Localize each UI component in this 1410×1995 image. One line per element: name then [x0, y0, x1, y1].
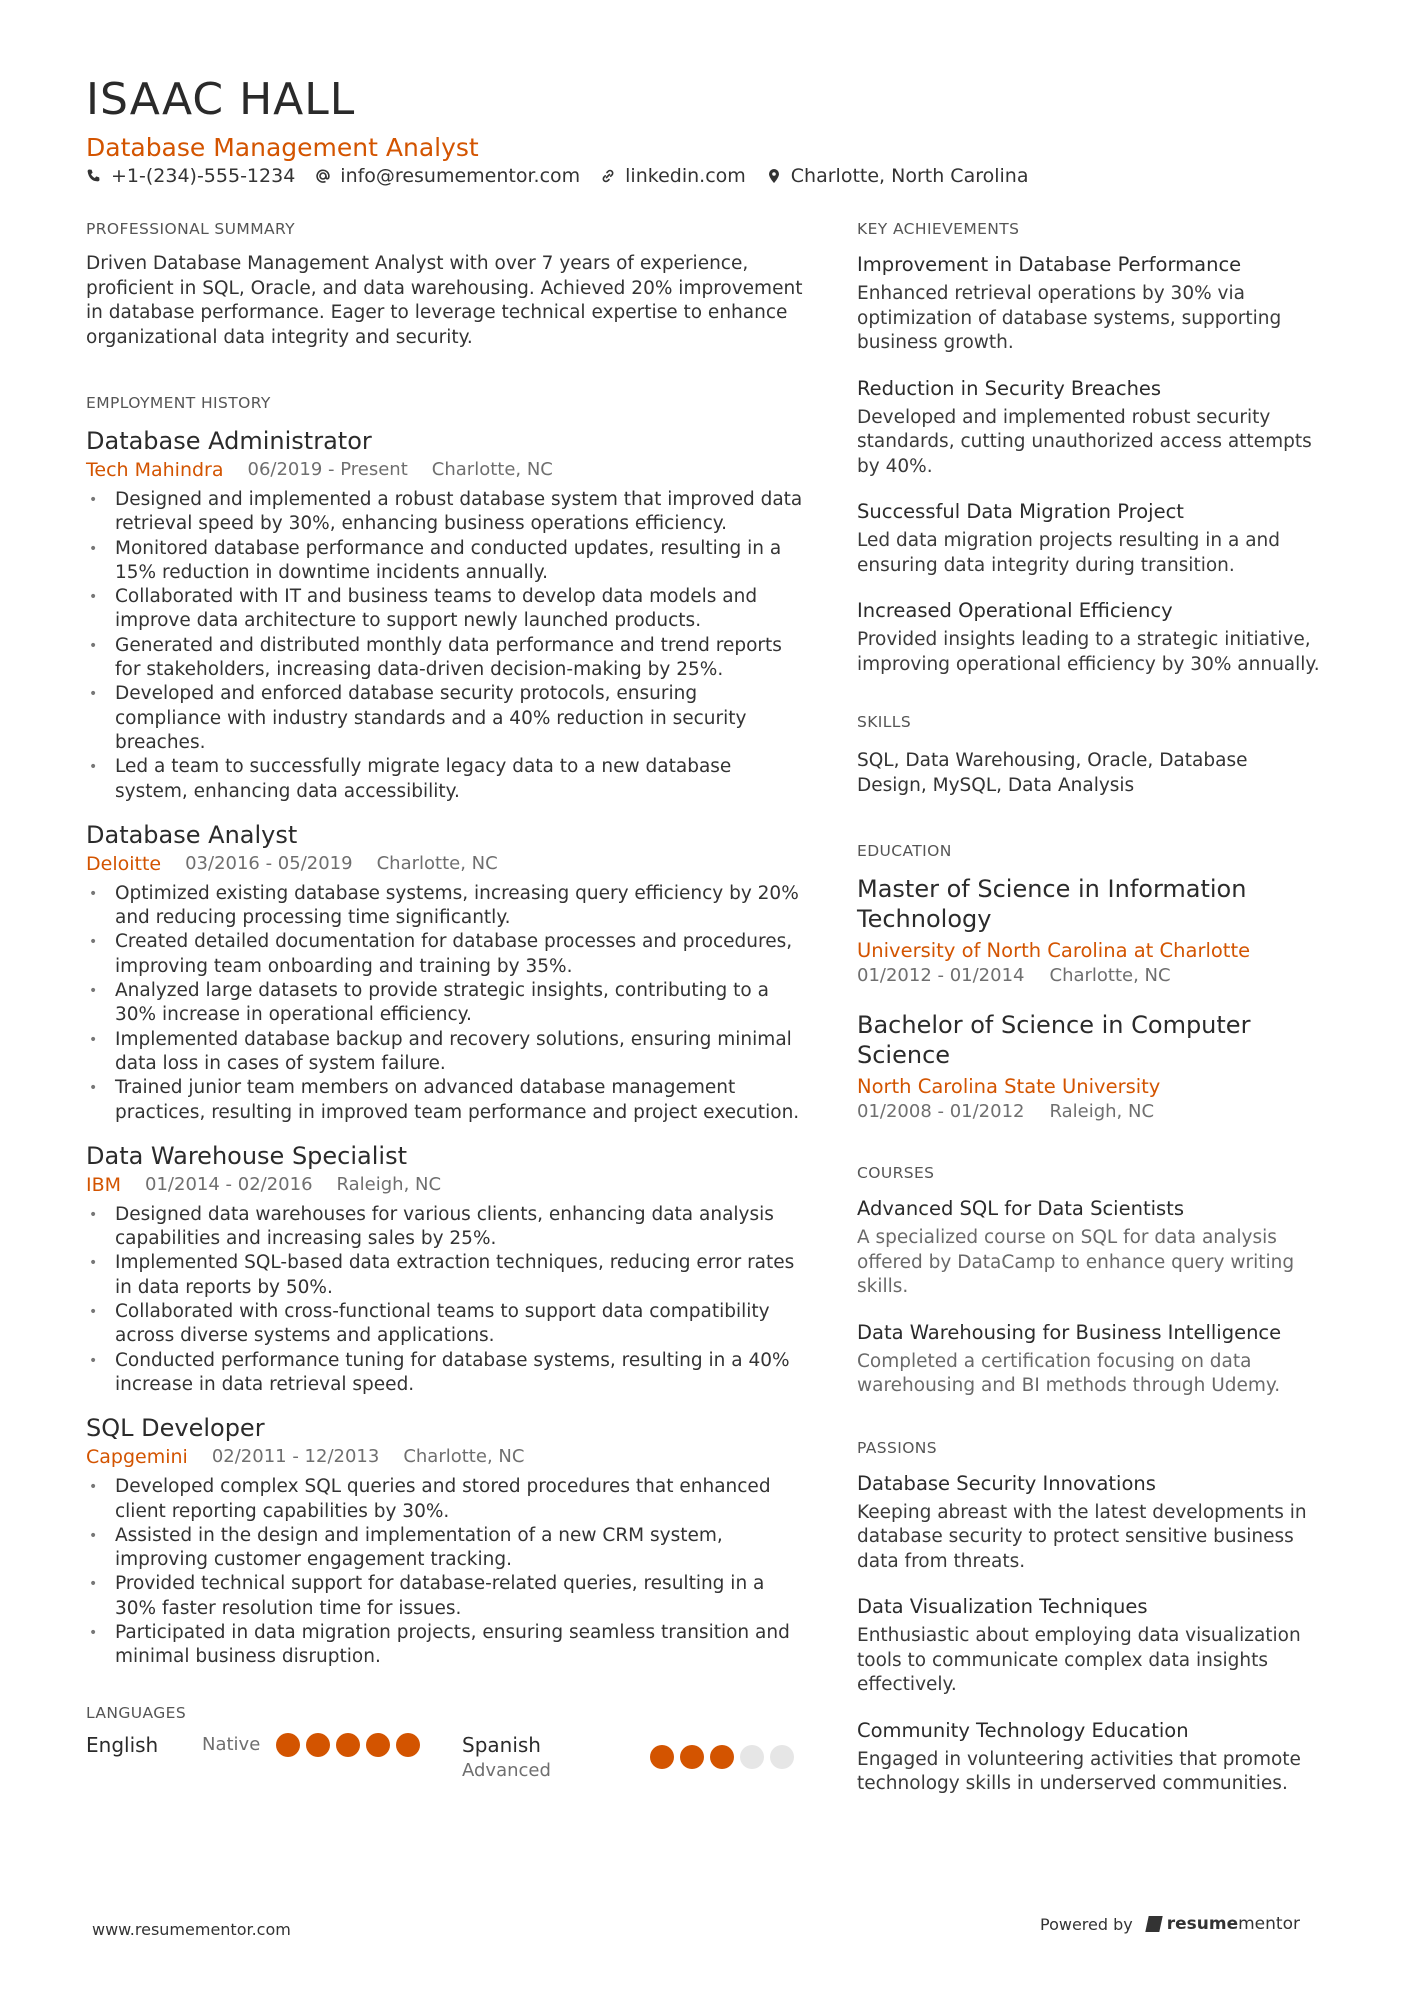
text-line: optimization of database systems, supporting — [857, 307, 1282, 329]
text-line: Optimized existing database systems, increasing query efficiency by 20% — [115, 882, 799, 904]
candidate-name: ISAAC HALL — [86, 74, 356, 125]
text-line: Conducted performance tuning for database systems, resulting in a 40% — [115, 1349, 790, 1371]
company-name: IBM — [86, 1173, 122, 1196]
language-english — [86, 1732, 462, 1758]
degree-title — [857, 1010, 1327, 1070]
school-name: North Carolina State University — [857, 1075, 1161, 1098]
text-line: Enthusiastic about employing data visualization — [857, 1625, 1301, 1646]
phone-icon — [86, 168, 102, 184]
text-line: Developed and implemented robust security — [857, 406, 1271, 428]
section-heading: PROFESSIONAL SUMMARY — [86, 220, 296, 238]
bullet-item — [86, 1251, 806, 1300]
job-title: Database Management Analyst — [86, 133, 479, 162]
language-level: Native — [202, 1733, 261, 1755]
bullet-item — [86, 634, 806, 683]
education-section — [857, 842, 1327, 1124]
job-location: Charlotte, NC — [376, 852, 498, 874]
text-line: offered by DataCamp to enhance query writing — [857, 1251, 1295, 1273]
text-line: improving operational efficiency by 30% annually. — [857, 653, 1320, 675]
education-list — [857, 874, 1327, 1124]
bullet-item — [86, 1572, 806, 1621]
job-entry-meta — [86, 1445, 806, 1469]
section-heading: LANGUAGES — [86, 1703, 187, 1722]
job-bullets — [86, 882, 806, 1125]
text-line: Led data migration projects resulting in a and — [857, 530, 1281, 551]
bullet-item — [86, 537, 806, 586]
footer-website[interactable]: www.resumementor.com — [92, 1920, 291, 1939]
contact-location — [766, 165, 1029, 187]
contact-bar — [86, 165, 1028, 187]
at-sign-icon — [315, 168, 331, 184]
text-line: business growth. — [857, 332, 1014, 353]
brand-logo[interactable] — [1147, 1914, 1300, 1934]
achievements-item-text — [857, 529, 1327, 578]
courses-item-text — [857, 1226, 1327, 1300]
text-line: warehousing and BI methods through Udemy. — [857, 1375, 1281, 1396]
language-list — [86, 1732, 806, 1784]
brand-bold: resume — [1166, 1914, 1239, 1934]
text-line: Participated in data migration projects, ensuring seamless transition and — [115, 1621, 790, 1643]
education-meta — [857, 964, 1327, 988]
text-line: Master of Science in Information — [857, 875, 1247, 903]
text-line: in data reports by 50%. — [115, 1276, 333, 1298]
education-location: Raleigh, NC — [1049, 1101, 1155, 1122]
courses-item — [857, 1196, 1327, 1300]
text-line: A specialized course on SQL for data analysis — [857, 1227, 1277, 1248]
achievements-item-text — [857, 406, 1327, 480]
achievements-item — [857, 376, 1327, 480]
bullet-item — [86, 585, 806, 634]
section-heading: COURSES — [857, 1164, 935, 1182]
text-line: by 40%. — [857, 455, 933, 477]
course-list — [857, 1196, 1327, 1399]
text-line: Implemented SQL-based data extraction techniques, reducing error rates — [115, 1252, 795, 1274]
text-line: Analyzed large datasets to provide strategic insights, contributing to a — [115, 980, 769, 1002]
bullet-item — [86, 1028, 806, 1077]
text-line: breaches. — [115, 731, 206, 753]
courses-item-title: Data Warehousing for Business Intelligence — [857, 1320, 1282, 1344]
text-line: ensuring data integrity during transition. — [857, 554, 1235, 576]
job-entry-meta — [86, 852, 806, 876]
passions-section — [857, 1439, 1327, 1797]
text-line: and reducing processing time significantly. — [115, 907, 511, 929]
section-heading: KEY ACHIEVEMENTS — [857, 220, 1020, 238]
job-entry — [86, 1141, 806, 1397]
passions-item-text — [857, 1748, 1327, 1797]
bullet-item — [86, 930, 806, 979]
courses-section — [857, 1164, 1327, 1399]
employment-section — [86, 394, 806, 1670]
linkedin-text: linkedin.com — [625, 165, 746, 187]
text-line: Trained junior team members on advanced database management — [115, 1077, 736, 1099]
section-heading: EDUCATION — [857, 842, 952, 860]
text-line: across diverse systems and applications. — [115, 1325, 495, 1347]
language-name: English — [86, 1732, 159, 1757]
rating-dot-filled — [366, 1733, 390, 1757]
passions-item — [857, 1594, 1327, 1698]
text-line: Implemented database backup and recovery solutions, ensuring minimal — [115, 1028, 792, 1050]
passions-item — [857, 1718, 1327, 1797]
text-line: Completed a certification focusing on data — [857, 1350, 1252, 1372]
text-line: improving customer engagement tracking. — [115, 1549, 513, 1571]
text-line: technology skills in underserved communities. — [857, 1773, 1288, 1794]
text-line: database security to protect sensitive business — [857, 1526, 1294, 1547]
text-line: Designed data warehouses for various clients, enhancing data analysis — [115, 1203, 774, 1225]
job-dates: 03/2016 - 05/2019 — [185, 852, 353, 874]
achievements-item-title: Reduction in Security Breaches — [857, 376, 1162, 400]
language-name: Spanish — [462, 1732, 541, 1757]
courses-item-text — [857, 1350, 1327, 1399]
section-heading: EMPLOYMENT HISTORY — [86, 394, 271, 412]
education-dates: 01/2012 - 01/2014 — [857, 965, 1025, 986]
text-line: capabilities and increasing sales by 25%. — [115, 1228, 497, 1250]
rating-dot-filled — [710, 1745, 734, 1769]
school-name: University of North Carolina at Charlotte — [857, 939, 1251, 962]
job-entry-meta — [86, 458, 806, 482]
education-location: Charlotte, NC — [1049, 965, 1171, 986]
location-text: Charlotte, North Carolina — [790, 165, 1029, 187]
text-line: retrieval speed by 30%, enhancing business operations efficiency. — [115, 513, 727, 535]
text-line: Created detailed documentation for database processes and procedures, — [115, 931, 793, 953]
rating-dot-filled — [650, 1745, 674, 1769]
rating-dot-filled — [276, 1733, 300, 1757]
bullet-item — [86, 755, 806, 804]
education-item — [857, 1010, 1327, 1124]
text-line: data from threats. — [857, 1550, 1026, 1572]
section-heading: PASSIONS — [857, 1438, 938, 1457]
achievements-item-text — [857, 282, 1327, 356]
language-rating — [650, 1745, 794, 1769]
bullet-item — [86, 1203, 806, 1252]
achievement-list — [857, 252, 1327, 677]
text-line: effectively. — [857, 1674, 957, 1695]
text-line: Developed and enforced database security protocols, ensuring — [115, 683, 698, 705]
powered-by-label: Powered by — [1040, 1914, 1133, 1934]
text-line: Designed and implemented a robust database system that improved data — [115, 489, 803, 510]
text-line: Assisted in the design and implementation of a new CRM system, — [115, 1524, 723, 1546]
summary-section — [86, 220, 806, 350]
passions-item-text — [857, 1501, 1327, 1575]
passions-item-title: Community Technology Education — [857, 1718, 1189, 1742]
achievements-item-title: Improvement in Database Performance — [857, 253, 1242, 276]
text-line: system, enhancing data accessibility. — [115, 780, 460, 802]
bullet-item — [86, 1475, 806, 1524]
rating-dot-filled — [336, 1733, 360, 1757]
job-entry — [86, 1413, 806, 1669]
text-line: client reporting capabilities by 30%. — [115, 1500, 450, 1522]
job-bullets — [86, 1203, 806, 1397]
text-line: Engaged in volunteering activities that promote — [857, 1748, 1301, 1770]
text-line: Led a team to successfully migrate legacy data to a new database — [115, 756, 732, 778]
contact-phone — [86, 165, 295, 187]
text-line: tools to communicate complex data insights — [857, 1649, 1268, 1671]
brand-mark-icon — [1145, 1916, 1162, 1932]
email-text: info@resumementor.com — [340, 165, 581, 187]
link-icon — [600, 168, 616, 184]
achievements-item — [857, 598, 1327, 677]
achievements-item — [857, 252, 1327, 356]
passions-item-text — [857, 1624, 1327, 1698]
job-bullets — [86, 488, 806, 804]
text-line: Provided technical support for database-related queries, resulting in a — [115, 1573, 765, 1595]
achievements-item-title: Increased Operational Efficiency — [857, 599, 1173, 622]
company-name: Deloitte — [86, 852, 162, 875]
text-line: increase in data retrieval speed. — [115, 1373, 415, 1395]
right-column — [857, 220, 1327, 1817]
text-line: 30% faster resolution time for issues. — [115, 1597, 462, 1619]
passions-item-title: Database Security Innovations — [857, 1471, 1156, 1495]
job-location: Raleigh, NC — [336, 1173, 442, 1195]
text-line: Provided insights leading to a strategic initiative, — [857, 629, 1311, 650]
text-line: Technology — [857, 905, 992, 933]
job-entry-title: Data Warehouse Specialist — [86, 1141, 407, 1170]
text-line: Bachelor of Science in Computer — [857, 1011, 1251, 1039]
language-rating — [276, 1733, 420, 1757]
text-line: minimal business disruption. — [115, 1646, 381, 1668]
text-line: 30% increase in operational efficiency. — [115, 1004, 472, 1026]
job-dates: 02/2011 - 12/2013 — [211, 1446, 380, 1468]
education-meta — [857, 1100, 1327, 1124]
degree-title — [857, 874, 1327, 934]
left-column — [86, 220, 806, 1784]
bullet-item — [86, 1349, 806, 1398]
bullet-item — [86, 1524, 806, 1573]
bullet-item — [86, 488, 806, 537]
rating-dot-filled — [306, 1733, 330, 1757]
summary-text: Driven Database Management Analyst with over 7 years of experience, proficient in SQL, Oracle, and data warehousing. Achieved 20% improvement in database performance. Eager to leverage technical expertise to enhance organizational data integrity and security. — [86, 253, 803, 348]
text-line: for stakeholders, increasing data-driven decision-making by 25%. — [115, 659, 724, 681]
section-heading: SKILLS — [857, 713, 912, 731]
bullet-item — [86, 1300, 806, 1349]
achievements-item — [857, 499, 1327, 578]
passions-item-title: Data Visualization Techniques — [857, 1595, 1148, 1618]
contact-email[interactable] — [315, 165, 580, 187]
job-entry — [86, 426, 806, 804]
phone-text: +1-(234)-555-1234 — [111, 165, 296, 187]
passions-item — [857, 1471, 1327, 1575]
text-line: Keeping abreast with the latest developments in — [857, 1501, 1307, 1523]
rating-dot-empty — [740, 1745, 764, 1769]
education-item — [857, 874, 1327, 988]
text-line: Generated and distributed monthly data performance and trend reports — [115, 634, 782, 656]
location-pin-icon — [766, 168, 782, 184]
job-location: Charlotte, NC — [431, 459, 553, 480]
language-spanish — [462, 1732, 806, 1784]
achievements-item-title: Successful Data Migration Project — [857, 500, 1184, 523]
courses-item-title: Advanced SQL for Data Scientists — [857, 1197, 1184, 1220]
text-line: improve data architecture to support newly launched products. — [115, 610, 702, 632]
achievements-item-text — [857, 628, 1327, 677]
rating-dot-filled — [396, 1733, 420, 1757]
text-line: compliance with industry standards and a 40% reduction in security — [115, 707, 747, 729]
job-dates: 01/2014 - 02/2016 — [145, 1173, 313, 1195]
job-dates: 06/2019 - Present — [247, 459, 408, 480]
text-line: data loss in cases of system failure. — [115, 1052, 446, 1074]
text-line: standards, cutting unauthorized access attempts — [857, 431, 1312, 452]
job-location: Charlotte, NC — [403, 1446, 525, 1468]
text-line: Monitored database performance and conducted updates, resulting in a — [115, 537, 782, 559]
company-name: Capgemini — [86, 1446, 188, 1469]
company-name: Tech Mahindra — [86, 459, 224, 481]
text-line: skills. — [857, 1276, 909, 1297]
text-line: Science — [857, 1041, 951, 1069]
rating-dot-empty — [770, 1745, 794, 1769]
job-entry-title: SQL Developer — [86, 1414, 265, 1443]
text-line: Enhanced retrieval operations by 30% via — [857, 283, 1245, 304]
bullet-item — [86, 882, 806, 931]
text-line: Collaborated with cross-functional teams to support data compatibility — [115, 1301, 770, 1323]
contact-linkedin[interactable] — [600, 165, 746, 187]
job-entry — [86, 820, 806, 1125]
job-entry-meta — [86, 1173, 806, 1197]
bullet-item — [86, 1076, 806, 1125]
job-bullets — [86, 1475, 806, 1669]
rating-dot-filled — [680, 1745, 704, 1769]
passion-list — [857, 1471, 1327, 1797]
bullet-item — [86, 1621, 806, 1670]
bullet-item — [86, 979, 806, 1028]
job-entry-title: Database Administrator — [86, 427, 372, 455]
language-level: Advanced — [462, 1759, 551, 1781]
skills-section — [857, 713, 1327, 798]
languages-section — [86, 1704, 806, 1784]
footer-branding — [1040, 1914, 1300, 1934]
text-line: practices, resulting in improved team performance and project execution. — [115, 1101, 800, 1123]
text-line: 15% reduction in downtime incidents annually. — [115, 561, 548, 583]
job-list — [86, 426, 806, 1670]
achievements-section — [857, 220, 1327, 677]
text-line: Collaborated with IT and business teams to develop data models and — [115, 586, 758, 608]
brand-light: mentor — [1238, 1914, 1300, 1934]
skills-text: SQL, Data Warehousing, Oracle, Database Design, MySQL, Data Analysis — [857, 750, 1248, 796]
courses-item — [857, 1320, 1327, 1399]
education-dates: 01/2008 - 01/2012 — [857, 1101, 1025, 1122]
job-entry-title: Database Analyst — [86, 820, 298, 849]
text-line: improving team onboarding and training by 35%. — [115, 955, 573, 977]
text-line: Developed complex SQL queries and stored procedures that enhanced — [115, 1476, 771, 1498]
bullet-item — [86, 682, 806, 755]
